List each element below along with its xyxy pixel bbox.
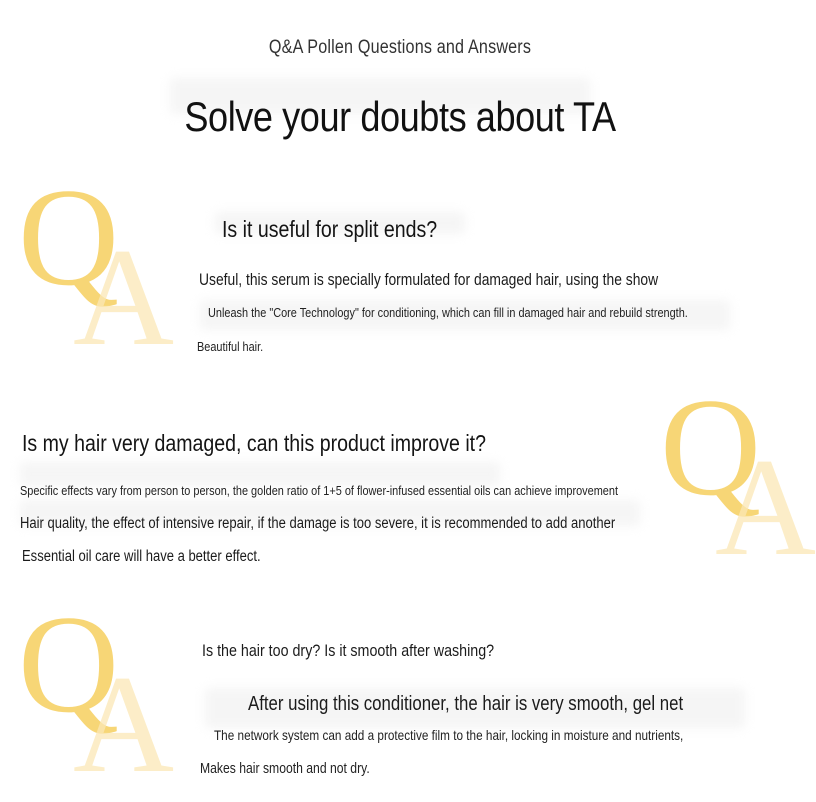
qa-a-letter: A xyxy=(73,220,175,375)
faq-answer-3-line-2: The network system can add a protective film to the hair, locking in moisture and nutrients, xyxy=(214,727,684,743)
faq-answer-3-line-3: Makes hair smooth and not dry. xyxy=(200,761,370,777)
qa-a-letter: A xyxy=(73,647,175,802)
qa-q-letter: Q xyxy=(18,587,120,742)
page-title: Solve your doubts about TA xyxy=(184,93,616,140)
faq-answer-2-line-1: Specific effects vary from person to person, the golden ratio of 1+5 of flower-infused essential oils can achieve improvement xyxy=(20,483,618,498)
faq-answer-1-line-2: Unleash the "Core Technology" for conditioning, which can fill in damaged hair and rebuild strength. xyxy=(208,305,688,320)
faq-answer-2-line-3: Essential oil care will have a better effect. xyxy=(22,548,261,565)
qa-a-letter: A xyxy=(715,430,816,585)
faq-answer-1-line-1: Useful, this serum is specially formulated for damaged hair, using the show xyxy=(199,271,659,289)
faq-question-3: Is the hair too dry? Is it smooth after washing? xyxy=(202,641,495,660)
page-subtitle: Q&A Pollen Questions and Answers xyxy=(268,37,532,58)
qa-logo-2 xyxy=(660,370,816,585)
faq-question-1: Is it useful for split ends? xyxy=(222,216,438,242)
qa-q-letter: Q xyxy=(660,370,762,525)
qa-q-letter: Q xyxy=(18,160,120,315)
faq-answer-2-line-2: Hair quality, the effect of intensive repair, if the damage is too severe, it is recommended to add another xyxy=(20,515,616,532)
faq-answer-3-line-1: After using this conditioner, the hair is very smooth, gel net xyxy=(248,693,684,715)
faq-answer-1-line-3: Beautiful hair. xyxy=(197,339,264,354)
faq-question-2: Is my hair very damaged, can this product improve it? xyxy=(22,430,486,456)
qa-logo-1 xyxy=(18,160,198,375)
qa-logo-3 xyxy=(18,587,198,802)
